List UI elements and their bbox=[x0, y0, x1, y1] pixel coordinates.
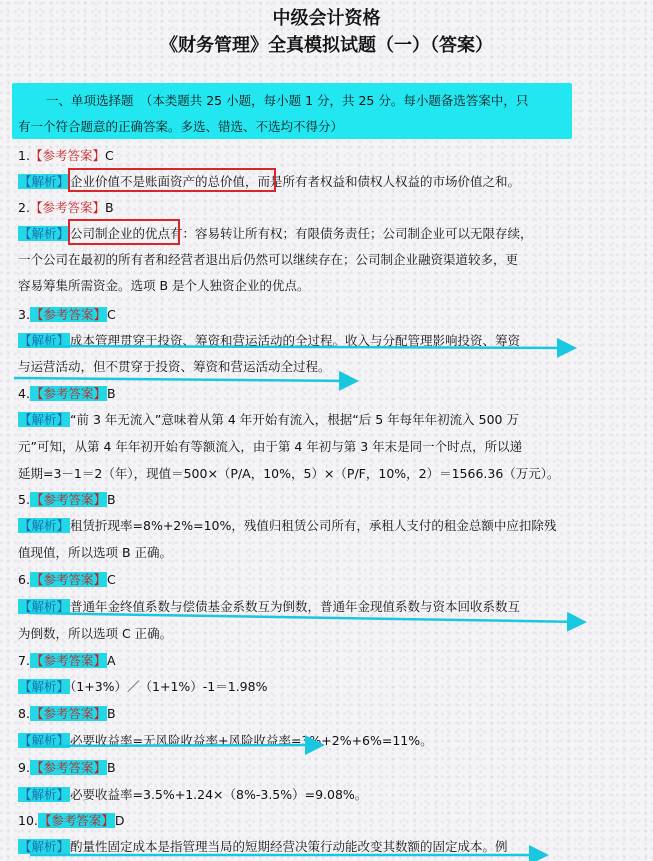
analysis-text: 容易筹集所需资金。选项 B 是个人独资企业的优点。 bbox=[18, 278, 310, 293]
analysis-line bbox=[18, 837, 508, 857]
answer-line bbox=[18, 651, 116, 671]
analysis-tag: 【解析】 bbox=[19, 518, 70, 533]
answer-value: C bbox=[106, 307, 116, 322]
answer-value: A bbox=[106, 653, 116, 668]
analysis-text: 酌量性固定成本是指管理当局的短期经营决策行动能改变其数额的固定成本。例 bbox=[70, 839, 508, 854]
underline-arrow bbox=[14, 378, 354, 381]
answer-value: B bbox=[106, 386, 116, 401]
red-annotation-box bbox=[68, 219, 180, 245]
analysis-text: 租赁折现率=8%+2%=10%，残值归租赁公司所有，承租人支付的租金总额中应扣除残 bbox=[70, 518, 557, 533]
answer-line bbox=[18, 384, 116, 404]
red-annotation-box bbox=[68, 168, 276, 192]
answer-value: C bbox=[104, 148, 114, 163]
analysis-text: 必要收益率=3.5%+1.24×（8%-3.5%）=9.08%。 bbox=[70, 787, 368, 802]
answer-tag: 【参考答案】 bbox=[30, 706, 106, 721]
analysis-line bbox=[18, 516, 556, 536]
analysis-text: 值现值，所以选项 B 正确。 bbox=[18, 545, 173, 560]
answer-tag: 【参考答案】 bbox=[30, 653, 106, 668]
analysis-text: （1+3%）／（1+1%）-1＝1.98% bbox=[70, 679, 268, 694]
analysis-line bbox=[18, 250, 518, 270]
section-heading-line2: 有一个符合题意的正确答案。多选、错选、不选均不得分） bbox=[18, 119, 344, 134]
answer-tag: 【参考答案】 bbox=[38, 813, 114, 828]
analysis-tag: 【解析】 bbox=[19, 599, 70, 614]
document-title: 中级会计资格 bbox=[272, 8, 381, 29]
answer-tag: 【参考答案】 bbox=[29, 200, 105, 215]
analysis-line bbox=[18, 597, 520, 617]
analysis-tag: 【解析】 bbox=[19, 412, 70, 427]
answer-line bbox=[18, 198, 114, 218]
analysis-text: 企业价值不是账面资产的总价值，而是所有者权益和债权人权益的市场价值之和。 bbox=[70, 174, 521, 189]
answer-line bbox=[18, 146, 114, 166]
answer-value: D bbox=[114, 813, 125, 828]
analysis-line bbox=[18, 624, 172, 644]
answer-line bbox=[18, 490, 116, 510]
question-number: 10. bbox=[18, 813, 38, 828]
analysis-line bbox=[18, 437, 522, 457]
answer-tag: 【参考答案】 bbox=[30, 492, 106, 507]
analysis-line bbox=[18, 357, 331, 377]
question-number: 4. bbox=[18, 386, 30, 401]
question-number: 3. bbox=[18, 307, 30, 322]
question-number: 9. bbox=[18, 760, 30, 775]
question-number: 8. bbox=[18, 706, 30, 721]
answer-tag: 【参考答案】 bbox=[30, 307, 106, 322]
answer-line bbox=[18, 570, 116, 590]
analysis-line bbox=[18, 410, 519, 430]
analysis-tag: 【解析】 bbox=[19, 839, 70, 854]
answer-line bbox=[18, 704, 116, 724]
analysis-text: “前 3 年无流入”意味着从第 4 年开始有流入，根据“后 5 年每年年初流入 500 万 bbox=[70, 412, 519, 427]
analysis-text: 为倒数，所以选项 C 正确。 bbox=[18, 626, 173, 641]
answer-value: C bbox=[106, 572, 116, 587]
section-heading-line1: 一、单项选择题 （本类题共 25 小题，每小题 1 分，共 25 分。每小题备选答案中，只 bbox=[46, 93, 529, 108]
answer-line bbox=[18, 305, 116, 325]
analysis-tag: 【解析】 bbox=[19, 679, 70, 694]
analysis-tag: 【解析】 bbox=[19, 733, 70, 748]
analysis-line bbox=[18, 731, 433, 751]
analysis-tag: 【解析】 bbox=[19, 787, 70, 802]
analysis-text: 延期=3－1＝2（年），现值＝500×（P/A，10%，5）×（P/F，10%，2）＝1566.36（万元）。 bbox=[18, 466, 560, 481]
analysis-line bbox=[18, 785, 367, 805]
answer-tag: 【参考答案】 bbox=[30, 760, 106, 775]
analysis-text: 成本管理贯穿于投资、筹资和营运活动的全过程。收入与分配管理影响投资、筹资 bbox=[70, 333, 521, 348]
answer-tag: 【参考答案】 bbox=[30, 572, 106, 587]
document-subtitle: 《财务管理》全真模拟试题（一）（答案） bbox=[160, 35, 493, 56]
question-number: 6. bbox=[18, 572, 30, 587]
analysis-text: 必要收益率=无风险收益率+风险收益率=3%+2%+6%=11%。 bbox=[70, 733, 433, 748]
analysis-tag: 【解析】 bbox=[19, 333, 70, 348]
analysis-line bbox=[18, 543, 172, 563]
question-number: 7. bbox=[18, 653, 30, 668]
question-number: 5. bbox=[18, 492, 30, 507]
answer-value: B bbox=[106, 706, 116, 721]
analysis-tag: 【解析】 bbox=[19, 226, 70, 241]
answer-value: B bbox=[104, 200, 114, 215]
answer-tag: 【参考答案】 bbox=[30, 386, 106, 401]
answer-line bbox=[18, 811, 125, 831]
analysis-line bbox=[18, 331, 520, 351]
analysis-tag: 【解析】 bbox=[19, 174, 70, 189]
analysis-line bbox=[18, 677, 267, 697]
analysis-text: 元”可知，从第 4 年年初开始有等额流入，由于第 4 年初与第 3 年末是同一个时点，所以递 bbox=[18, 439, 523, 454]
question-number: 1. bbox=[18, 148, 30, 163]
analysis-text: 与运营活动，但不贯穿于投资、筹资和营运活动全过程。 bbox=[18, 359, 331, 374]
answer-tag: 【参考答案】 bbox=[29, 148, 105, 163]
answer-value: B bbox=[106, 492, 116, 507]
analysis-text: 一个公司在最初的所有者和经营者退出后仍然可以继续存在；公司制企业融资渠道较多，更 bbox=[18, 252, 519, 267]
analysis-line bbox=[18, 276, 310, 296]
analysis-text: 公司制企业的优点有：容易转让所有权；有限债务责任；公司制企业可以无限存续， bbox=[70, 226, 533, 241]
analysis-text: 普通年金终值系数与偿债基金系数互为倒数，普通年金现值系数与资本回收系数互 bbox=[70, 599, 521, 614]
answer-line bbox=[18, 758, 116, 778]
analysis-line bbox=[18, 464, 560, 484]
answer-value: B bbox=[106, 760, 116, 775]
question-number: 2. bbox=[18, 200, 30, 215]
